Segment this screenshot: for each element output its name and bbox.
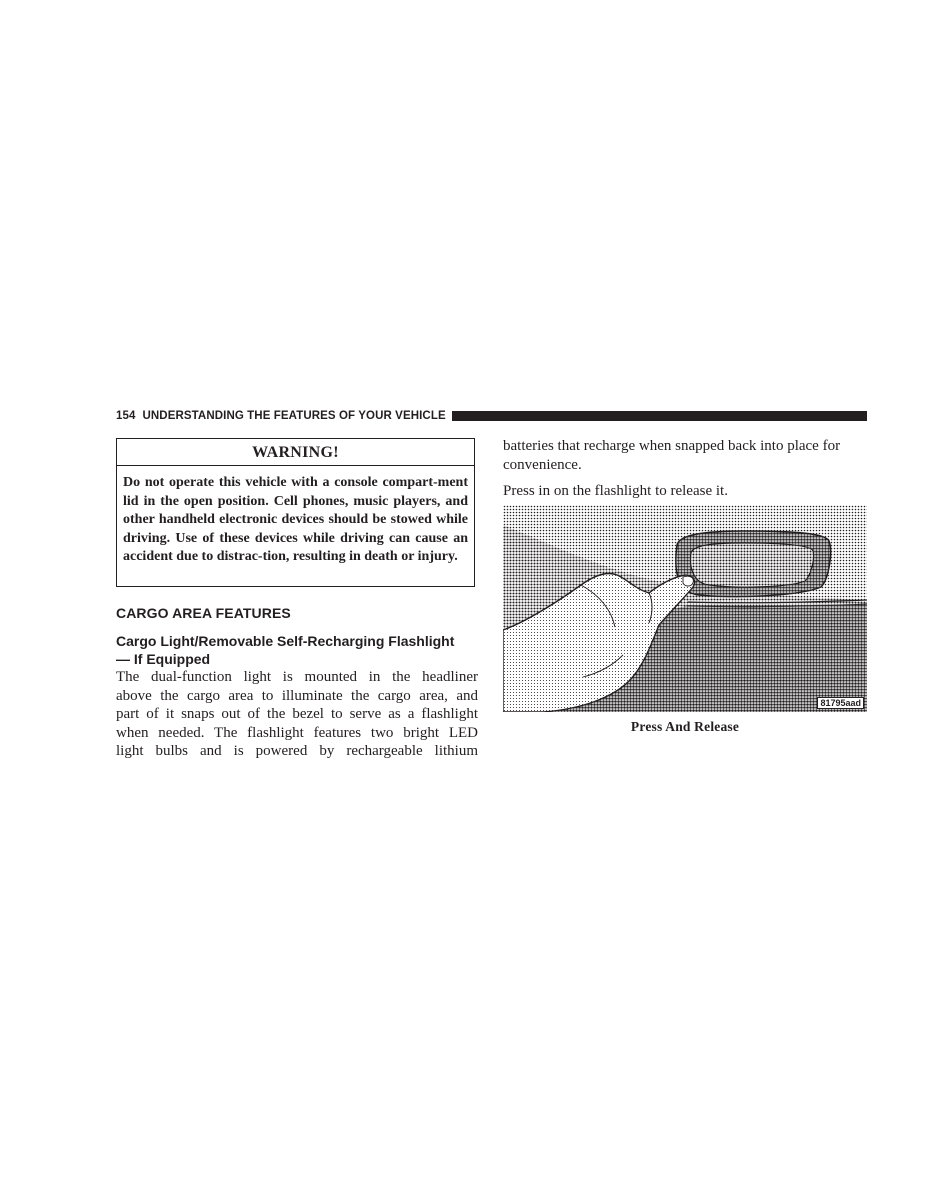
body-line: above the cargo area to illuminate the cargo area, and bbox=[116, 687, 478, 704]
page-header bbox=[116, 408, 867, 424]
body-line: part of it snaps out of the bezel to serve as a flashlight bbox=[116, 706, 478, 723]
flashlight-illustration bbox=[503, 505, 867, 712]
subsection-heading: Cargo Light/Removable Self-Recharging Flashlight — If Equipped bbox=[116, 633, 455, 667]
header-rule bbox=[452, 411, 867, 421]
warning-box bbox=[116, 438, 475, 587]
warning-title: WARNING! bbox=[117, 439, 474, 466]
figure-caption: Press And Release bbox=[630, 719, 740, 734]
body-line: when needed. The flashlight features two bright LED bbox=[116, 724, 478, 741]
running-section-title: UNDERSTANDING THE FEATURES OF YOUR VEHICLE bbox=[142, 410, 446, 422]
body-line: light bulbs and is powered by rechargeable lithium bbox=[116, 743, 478, 760]
body-paragraph-left bbox=[116, 668, 478, 761]
section-heading: CARGO AREA FEATURES bbox=[116, 605, 291, 621]
warning-text: Do not operate this vehicle with a console compart-ment lid in the open position. Cell phones, music players, and other handheld electronic devices should be stowed while driving. Use of these devices while driving can cause an accident due to distrac-tion, resulting in death or injury. bbox=[123, 475, 468, 565]
body-paragraph-instruction: Press in on the flashlight to release it. bbox=[503, 483, 728, 499]
body-paragraph-continued: batteries that recharge when snapped back into place for convenience. bbox=[503, 438, 841, 473]
page-number: 154 bbox=[116, 410, 136, 422]
body-line: The dual-function light is mounted in the headliner bbox=[116, 669, 478, 685]
figure-code: 81795aad bbox=[817, 697, 864, 709]
